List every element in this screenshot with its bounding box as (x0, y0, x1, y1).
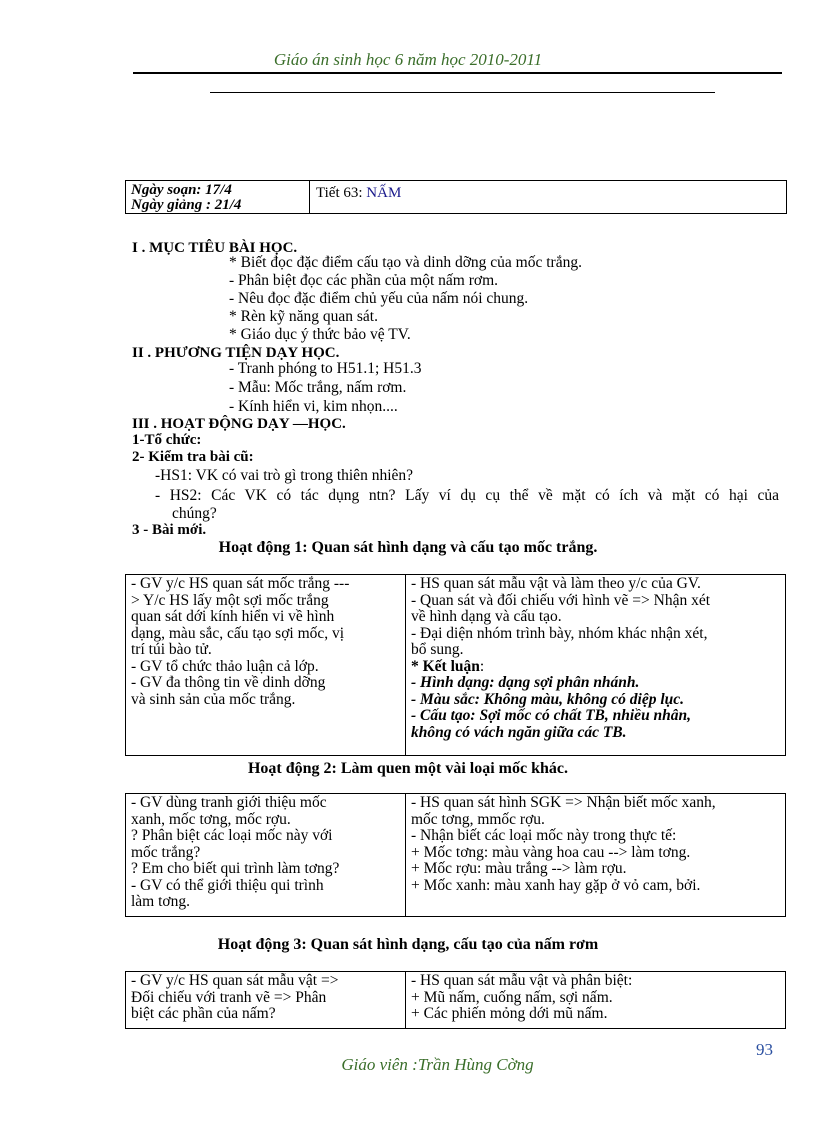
table-cell-line: xanh, mốc tơng, mốc rợu. (131, 810, 291, 828)
material-item: - Tranh phóng to H51.1; H51.3 (229, 360, 422, 377)
table-cell-line: - Nhận biết các loại mốc này trong thực tế: (411, 827, 677, 844)
student-column (406, 972, 785, 1028)
conclusion-label (411, 659, 780, 676)
teacher-column (126, 575, 406, 755)
table-cell-line: - GV y/c HS quan sát mốc trắng --- (131, 575, 350, 592)
table-cell-line: + Mốc rợu: màu trắng --> làm rợu. (411, 860, 627, 877)
conclusion-line: - Màu sắc: Không màu, không có diệp lục. (411, 690, 685, 708)
table-cell-line: - Đại diện nhóm trình bày, nhóm khác nhận xét, (411, 624, 708, 642)
conclusion-line: - Cấu tạo: Sợi mốc có chất TB, nhiều nhân, (411, 707, 692, 724)
header-rule (133, 72, 782, 74)
objective-item: * Rèn kỹ năng quan sát. (229, 308, 378, 325)
footer-teacher: Giáo viên :Trần Hùng Cờng (341, 1055, 534, 1074)
table-cell-line: mốc tơng, mmốc rợu. (411, 810, 545, 828)
table-cell-line: làm tơng. (131, 893, 190, 910)
header-rule-thin (210, 92, 715, 93)
page-number: 93 (756, 1040, 773, 1059)
conclusion-colon: : (479, 657, 485, 675)
material-item: - Mẫu: Mốc trắng, nấm rơm. (229, 379, 407, 396)
conclusion-line: - Hình dạng: dạng sợi phân nhánh. (411, 674, 640, 691)
table-cell-line: - HS quan sát mẫu vật và làm theo y/c của GV. (411, 575, 701, 592)
section-2-heading: II . PHƯƠNG TIỆN DẠY HỌC. (132, 345, 340, 361)
subsection-organization: 1-Tổ chức: (132, 432, 202, 448)
table-cell-line: trí túi bào tử. (131, 641, 212, 658)
table-cell-line: > Y/c HS lấy một sợi mốc trắng (131, 591, 329, 609)
lesson-label: Tiết 63: (316, 185, 367, 201)
student-column (406, 575, 785, 755)
table-cell-line: và sinh sản của mốc trắng. (131, 690, 296, 708)
table-cell-line: quan sát dới kính hiển vi về hình (131, 608, 335, 625)
section-3-heading: III . HOẠT ĐỘNG DẠY —HỌC. (132, 416, 346, 432)
activity-2-title: Hoạt động 2: Làm quen một vài loại mốc khác. (247, 760, 568, 777)
date-teaching: Ngày giảng : 21/4 (131, 197, 242, 213)
lesson-heading (316, 185, 401, 202)
activity-2-table (125, 793, 786, 917)
table-cell-line: - GV dùng tranh giới thiệu mốc (131, 794, 327, 811)
table-cell-line: - HS quan sát hình SGK => Nhận biết mốc xanh, (411, 794, 716, 811)
table-cell-line: về hình dạng và cấu tạo. (411, 608, 562, 625)
table-cell-line: ? Em cho biết qui trình làm tơng? (131, 860, 340, 877)
student-column (406, 794, 785, 916)
table-cell-line: - GV đa thông tin về dinh dỡng (131, 674, 326, 691)
table-cell-line: dạng, màu sắc, cấu tạo sợi mốc, vị (131, 624, 345, 642)
conclusion-line: không có vách ngăn giữa các TB. (411, 723, 627, 741)
activity-3-title: Hoạt động 3: Quan sát hình dạng, cấu tạo của nấm rơm (217, 936, 599, 953)
objective-item: * Biết đọc đặc điểm cấu tạo và dinh dỡng của mốc trắng. (229, 254, 582, 271)
table-cell-line: + Mốc xanh: màu xanh hay gặp ở vỏ cam, bởi. (411, 876, 701, 894)
table-cell-line: - Quan sát và đối chiếu với hình vẽ => Nhận xét (411, 591, 711, 609)
table-cell-line: Đối chiếu với tranh vẽ => Phân (131, 988, 327, 1006)
table-cell-line: - GV tổ chức thảo luận cả lớp. (131, 657, 319, 675)
table-cell-line: - HS quan sát mẫu vật và phân biệt: (411, 972, 633, 989)
table-cell-line: biệt các phần của nấm? (131, 1005, 276, 1022)
review-question: - HS2: Các VK có tác dụng ntn? Lấy ví dụ cụ thể về mặt có ích và mặt có hại của (155, 487, 779, 504)
objective-item: - Nêu đọc đặc điểm chủ yếu của nấm nói chung. (229, 290, 529, 307)
table-cell-line: - GV y/c HS quan sát mẫu vật => (131, 972, 339, 989)
teacher-column (126, 794, 406, 916)
subsection-review: 2- Kiểm tra bài cũ: (132, 449, 254, 465)
lesson-dates (126, 181, 310, 213)
activity-1-table (125, 574, 786, 756)
document-header-title: Giáo án sinh học 6 năm học 2010-2011 (273, 50, 543, 69)
review-question: -HS1: VK có vai trò gì trong thiên nhiên? (155, 467, 414, 484)
table-cell-line: bổ sung. (411, 641, 464, 658)
section-1-heading: I . MỤC TIÊU BÀI HỌC. (132, 240, 298, 256)
table-cell-line: - GV có thể giới thiệu qui trình (131, 876, 324, 894)
conclusion-label-text: * Kết luận (411, 657, 480, 675)
activity-1-title: Hoạt động 1: Quan sát hình dạng và cấu tạo mốc trắng. (218, 539, 598, 556)
lesson-meta-table (125, 180, 787, 214)
objective-item: * Giáo dục ý thức bảo vệ TV. (229, 326, 411, 343)
material-item: - Kính hiển vi, kim nhọn.... (229, 398, 398, 415)
table-cell-line: + Mốc tơng: màu vàng hoa cau --> làm tơng. (411, 843, 691, 861)
table-cell-line: mốc trắng? (131, 843, 201, 861)
objective-item: - Phân biệt đọc các phần của một nấm rơm. (229, 272, 499, 289)
subsection-new-lesson: 3 - Bài mới. (132, 522, 207, 538)
table-cell-line: + Các phiến mỏng dới mũ nấm. (411, 1005, 608, 1022)
activity-3-table (125, 971, 786, 1029)
review-question-cont: chúng? (172, 505, 217, 522)
lesson-title: NẤM (366, 185, 402, 201)
date-prepared: Ngày soạn: 17/4 (131, 182, 232, 198)
table-cell-line: ? Phân biệt các loại mốc này với (131, 827, 333, 844)
table-cell-line: + Mũ nấm, cuống nấm, sợi nấm. (411, 988, 613, 1006)
teacher-column (126, 972, 406, 1028)
